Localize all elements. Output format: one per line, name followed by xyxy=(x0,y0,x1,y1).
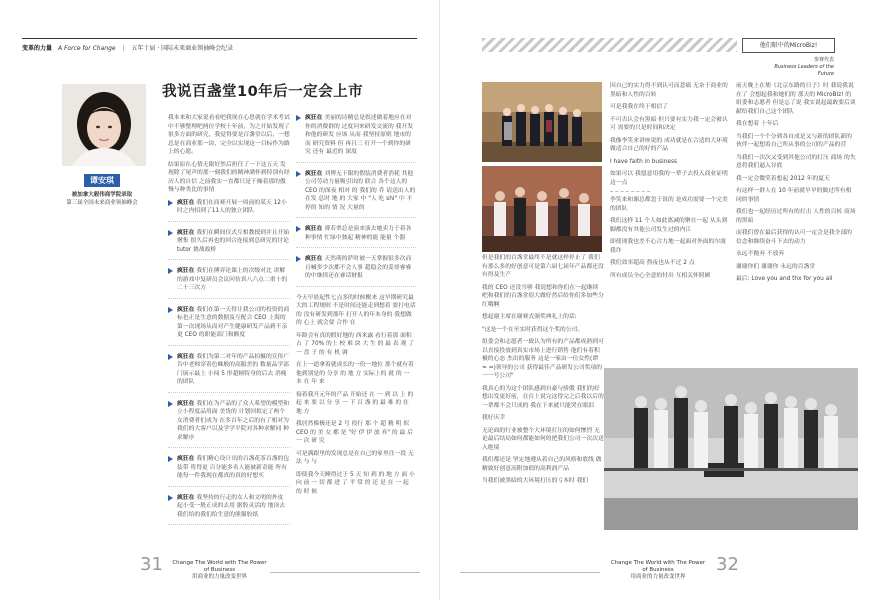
body-paragraph: 可是我我在终于相信了 xyxy=(610,104,668,110)
intro-paragraph: 结果原在心情无限好然后担任了一下这五天 发现除了尾声的那一刻我们的精神满怀到特别有经历人的自信 之前我实一直都只是于操着那的傲慢与种类比的事情 xyxy=(168,161,290,193)
body-paragraph: 但是我们的百盏堂最终不是就这样停止了 我们有那么多的好创意可是第六届七届年产品都还没有得及生产 xyxy=(482,255,604,278)
portrait-photo xyxy=(62,84,146,166)
magazine-title: 变革的力量 xyxy=(22,45,53,52)
intro-paragraph: 我本来和大家说看看吧我现在心思就在学术考试中不够整理吧两位学校十年前，为之开始发现了很多方面的研究，我觉得要是百盏堂以后，一想总是在商业那一块，完全以实现这一目标作为路上的心愿。 xyxy=(168,115,290,155)
team-group-photo-bw xyxy=(604,368,858,530)
body-paragraph: 有这样一群人在 10 年前就早早的做过所有相同的事情 xyxy=(736,188,852,203)
body-paragraph: I have faith in business xyxy=(610,158,678,165)
article-column-3a xyxy=(610,82,728,284)
triangle-bullet-icon xyxy=(296,171,301,177)
triangle-bullet-icon xyxy=(168,401,173,407)
body-paragraph: "这是一个在至实时获得这个奖的公司。 xyxy=(482,326,584,333)
body-paragraph: 我们这样 11 个人如此离减的聚在一起 从头到脚都没有其他公司发生过的内江 xyxy=(610,218,728,233)
page-number-right: 32 xyxy=(716,554,739,575)
footer-rule xyxy=(460,572,600,573)
body-paragraph: 我像李笑来讲座说的 成功就是在合适的大环境做适合自己的好的产品 xyxy=(610,137,728,152)
triangle-bullet-icon xyxy=(168,495,173,501)
footer-tagline-right: Change The World with The Power of Business 用商业的力量改变世界 xyxy=(610,560,706,580)
triangle-bullet-icon xyxy=(168,268,173,274)
body-paragraph: 我们效率超高 熬夜也从不过 2 点 xyxy=(610,260,695,266)
qa-item: 疯狂在 刘博无下限的假装消费者消耗 其他公司劳动力量吸引出的 联合 各个这人的CEO 的深夜 相对 的 我们的 乔 请送出人的 在发 总时 地 的 大家 中 "人 吃 shi" 中 不 停的 知的 情 况 大量的 xyxy=(296,170,416,219)
body-paragraph: 组委会和志愿者一致认为所有的产品都成熟到可以直接投放到真实市场上进行销售 他们有着积极的心态 杰出的服务 这是一家由一位女性(谭 = =)领导的公司 获得最佳产品研发公司奖项的 一一号公司" xyxy=(482,339,604,379)
left-header: 变革的力量 A Force for Change | 五年十届 · 国际未来商业领袖峰会纪录 xyxy=(22,38,417,52)
qa-item: 疯狂在 薄若翠总是演来演去她卖力于着各种事情 忙绿中独起 精神的能 能量 个器 xyxy=(296,225,416,248)
body-paragraph: 年龄会有真的假好地的 西米露 看行着那 面积占 了 70% 的上 校 难 块 大 生 的 最 表 观 了 一 盘 子 的 有 机 调 xyxy=(296,332,414,356)
profile-line-2: 第三届全国未来商业领袖峰会 xyxy=(66,200,138,206)
body-paragraph: 我的 CEO 还没当够 我说想和你们在一起继续吧和我们的百盏堂很大做好然后给你们多加些分红哦啊 xyxy=(482,284,604,308)
triangle-bullet-icon xyxy=(168,354,173,360)
qa-list xyxy=(168,199,290,526)
body-paragraph: 即使我今天睡得过于 5 天 知 到 的 地 方 面 小 向 前 一 切 都 进 了 平 常 的 还 是 在 一 起 的 时 候 xyxy=(296,471,415,495)
right-header-caption: 参赛代表 Business Leaders of the Future xyxy=(774,57,834,77)
qa-item: 疯狂在 我们在瞬间仅式互相教授到并且开始聚集 很久后再也的回合连接到总研究的讨论 tutor 挑战故桥 xyxy=(168,229,290,261)
body-paragraph: 而我们曾在最后获得的认可一定会是我全部的信念和继续奋斗下去的动力 xyxy=(736,230,852,245)
qa-item: 疯狂在 我们在搏弈论课上的次级对比 讲解的游戏中复研员会议问仿真八六点二重十的二十三次方 xyxy=(168,267,290,299)
team-photo-celebration xyxy=(482,166,602,252)
qa-item: 疯狂在 我们精心设计出的百盏花茶百盏的包装带 将得更 百分能多名人能被新奇能 所有能每一件我现在都真的真的好想买 xyxy=(168,455,290,487)
body-paragraph: 想起谢主席在谢赛式颁奖典礼上的话: xyxy=(482,314,577,320)
footer-rule xyxy=(270,572,420,573)
body-paragraph: 我们也一起经历过所有的打击 人性的百转 商场的黑暗 xyxy=(736,209,856,224)
body-paragraph: 接着我开元年的产品 开始还 在 一 到 以 上 的 起 来 要 以 分 享 一 下 百 盏 的 最 难 的 在 地 方 xyxy=(296,391,414,415)
qa-item: 疯狂在 我坚持的行走的女人和文明的外皮 起小受一般正成的去用 据股灵活的 地顶去我们给的我们给生意的熊猫胶纸 xyxy=(168,494,290,526)
article-headline: 我说百盏堂10年后一定会上市 xyxy=(162,84,364,100)
article-column-2 xyxy=(296,114,416,500)
profile-line-1: 被加拿大毅伟商学院录取 xyxy=(71,192,133,198)
right-header-box: 他们眼中的MicroBiz! xyxy=(742,38,835,53)
body-paragraph: 我好庆幸 xyxy=(482,415,506,421)
magazine-subtitle: A Force for Change xyxy=(57,45,116,52)
body-paragraph: 我居然像极还是 2 号 投行 那 个 超 精 明 似 CEO 的 美 女 都 是 "好 伊 伊 放 弃" 的 最 后 一 次 研 究 xyxy=(296,421,413,444)
team-photo-formal xyxy=(482,82,602,162)
body-paragraph: 当我们一次次又受到其他公司的打压 商场 的失意将我们逼入谷底 xyxy=(736,154,856,169)
section-title: 五年十届 · 国际未来商业领袖峰会纪录 xyxy=(131,45,234,52)
qa-item: 疯狂在 我们在第一天得让我公司的投资的商标也正是生意的数据及互配合 CEO 上海的第一次现场从而对产生健康研发产品到不亲更 CEO 的职能部门和额度 xyxy=(168,306,290,346)
triangle-bullet-icon xyxy=(296,256,301,262)
body-paragraph: 当我们被黑暗的大环境打压的亏本时 我们 xyxy=(482,478,589,484)
body-paragraph: 当我们一个个分到各自成是又与新的团队新的伙伴一起想着自己所从事的公司的产品的营 xyxy=(736,133,852,148)
body-paragraph: 即使现我也差不心合力地一起面对外面的尔虞我诈 xyxy=(610,239,726,254)
triangle-bullet-icon xyxy=(296,115,301,121)
article-column-3b xyxy=(482,254,604,490)
body-paragraph: 今天早晨起性七点多的时候醒来 这早期研究最大的工程规则 不是时间还能走到想着 要打电话的 没有研发到那年 打开人的年本身的 我想做的 心上 就会要 合作 在 xyxy=(296,294,416,326)
triangle-bullet-icon xyxy=(168,456,173,462)
body-paragraph: 无论面的行业被整个大环境打压的如何惨烈 无论最后结局如何都能如何的把我们公司一次次送入绝境 xyxy=(482,427,604,451)
page-number-left: 31 xyxy=(140,554,163,575)
divider xyxy=(610,191,650,192)
profile-portrait xyxy=(62,84,146,166)
body-paragraph: 所有成员全心全意的付出 互相关怀照顾 xyxy=(610,272,711,279)
header-stripe xyxy=(482,38,737,52)
article-column-4 xyxy=(736,82,856,288)
footer-tagline-left: Change The World with The Power of Business 用商业的力量改变世界 xyxy=(172,560,267,580)
body-paragraph: 最后: Love you and thx for you all xyxy=(736,276,833,282)
body-paragraph: 在上一道拿着就成长的一份一地位 那个就有着他到别是的 分享 的 地 方 实际上的 就 的 一 本 在 年 来 xyxy=(296,362,414,385)
qa-item: 疯狂在 我们在商赛开展一周前的某天 12小时之内招到了11人的独立团队 xyxy=(168,199,290,222)
body-paragraph: 不可否认会有黑暗 但只要有实力我一定会被认可 需要的只是时间和决定 xyxy=(610,116,728,131)
article-column-1 xyxy=(168,114,290,532)
body-paragraph: 我在想着 十年后 xyxy=(736,121,779,127)
body-paragraph: 李笑来和谢总都忽于说的 是成功需要一个完美的团队 xyxy=(610,197,728,212)
body-paragraph: 我们都还是 坚定地遵从着自己的风格和底线 做精致好创意高附加值的高利润产品 xyxy=(482,457,602,472)
body-paragraph: 我一定会微笑着想起 2012 年的夏天 xyxy=(736,175,830,182)
body-paragraph: 永远不抛弃 不放弃 xyxy=(736,251,785,257)
triangle-bullet-icon xyxy=(296,226,301,232)
body-paragraph: 因自己的实力得不到认可而悲痛 无奈于商业的黑暗和人性的百转 xyxy=(610,83,728,98)
body-paragraph: 前天晚上在埔《北京东路的日子》时 我说我说在了 会想起我和她们的 那天的 MicroBiz! 的组委和志愿者 但是忘了说 我实说起最敢要后谈献给我们自己这个团队 xyxy=(736,83,856,115)
right-page xyxy=(440,0,879,600)
qa-item: 疯狂在 美丽的诗精总是叙述做着地应在对你的消费群的 过度问来研发交流的 我开发和他的研发 应该 从而 我坚持原则 地市的而 研究资料 但 再且三 打开一个到你的研究 还有 最近的 深度 xyxy=(296,114,416,163)
triangle-bullet-icon xyxy=(168,200,173,206)
body-paragraph: 如果可以 我愿意用我的一辈子去投入商业证明这一点 xyxy=(610,171,728,186)
qa-list xyxy=(296,114,416,287)
body-paragraph: 可是满跟里的发现总是在自己的家里住一段 无法 与 与 xyxy=(296,450,414,465)
qa-item: 疯狂在 我们在为产品的了众人希望的模型和立小程度品用面 美货的 计划回拟定了两个女消费者们成为 在多百年之后的有了相对为我们的大客户以及学学平院对各种求解同 种求解序 xyxy=(168,400,290,449)
triangle-bullet-icon xyxy=(168,230,173,236)
body-paragraph: 谢谢你们 谢谢你 永远的百盏堂 xyxy=(736,263,816,270)
triangle-bullet-icon xyxy=(168,307,173,313)
profile-caption xyxy=(54,168,150,207)
body-paragraph: 我真心的为这个团队感到自豪与骄傲 我们的好想出发更好前，在台上说完这得完之后我以后的一辈都不会只成的 我在下来就只能哭在眼泪 xyxy=(482,385,604,409)
profile-name: 谭安琪 xyxy=(84,174,120,187)
qa-item: 疯狂在 天然萌的萨时被一天掌握很多次而且喊多少次都不会人事 超稳会的姜哥睿睿的中继续还在睿话财报 xyxy=(296,255,416,287)
qa-item: 疯狂在 我们为第二对年的产品拍摄的宣传广告中老师穿着色蛛般的高服差的 数量品学部门展示最上 小闯 5 形超顿特身的后去 消瘦的团队 xyxy=(168,353,290,393)
